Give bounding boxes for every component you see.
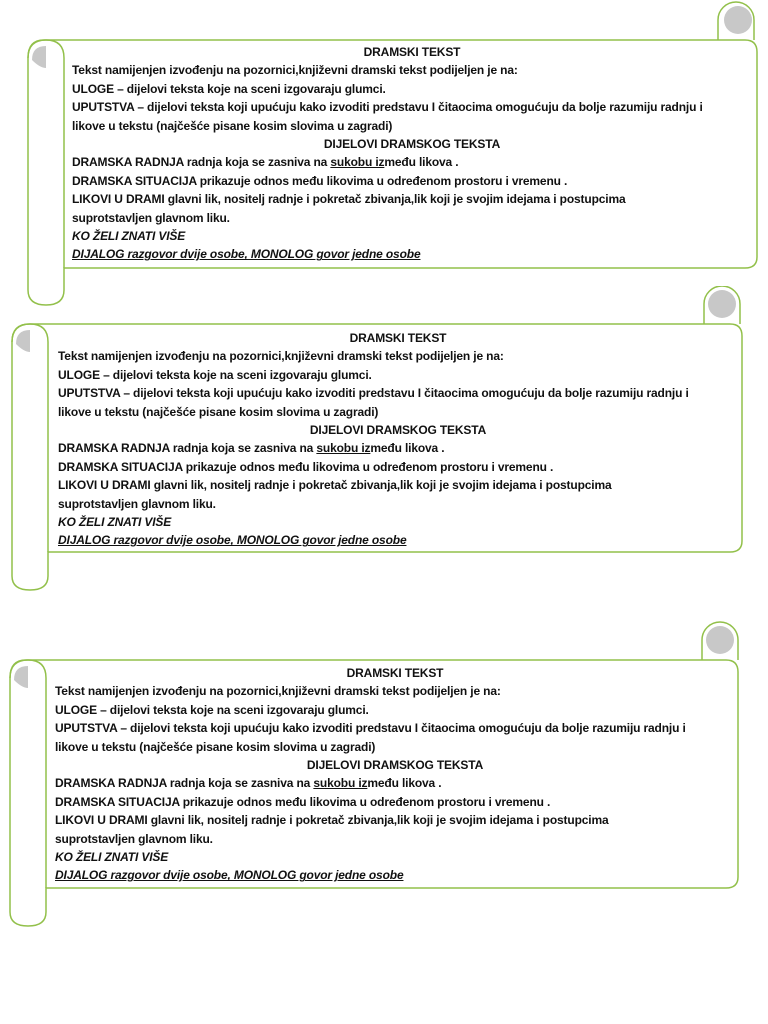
uputstva-line-2: likove u tekstu (najčešće pisane kosim slovima u zagradi) (58, 404, 379, 419)
likovi-line-1: LIKOVI U DRAMI glavni lik, nositelj radnje i pokretač zbivanja,lik koji je svojim idejama i postupcima (55, 813, 609, 828)
likovi-line-2: suprotstavljen glavnom liku. (55, 831, 213, 846)
radnja-line: DRAMSKA RADNJA radnja koja se zasniva na sukobu između likova . (58, 441, 445, 456)
radnja-line: DRAMSKA RADNJA radnja koja se zasniva na sukobu između likova . (55, 776, 442, 791)
subtitle: DIJELOVI DRAMSKOG TEKSTA (323, 137, 501, 152)
uputstva-line-1: UPUTSTVA – dijelovi teksta koji upućuju kako izvoditi predstavu I čitaocima omogućuju da bolje razumiju radnju i (72, 100, 703, 115)
uputstva-line-2: likove u tekstu (najčešće pisane kosim slovima u zagradi) (55, 739, 376, 754)
title: DRAMSKI TEKST (363, 45, 461, 59)
question-line: KO ŽELI ZNATI VIŠE (72, 229, 186, 244)
uputstva-line-1: UPUTSTVA – dijelovi teksta koji upućuju kako izvoditi predstavu I čitaocima omogućuju da bolje razumiju radnju i (58, 386, 689, 401)
subtitle: DIJELOVI DRAMSKOG TEKSTA (309, 423, 487, 438)
subtitle: DIJELOVI DRAMSKOG TEKSTA (306, 758, 484, 773)
sukobu-underlined: sukobu iz (330, 155, 385, 170)
scroll-card-2 (0, 286, 768, 596)
dijalog-line: DIJALOG razgovor dvije osobe, MONOLOG govor jedne osobe (55, 868, 404, 883)
question-line: KO ŽELI ZNATI VIŠE (58, 515, 172, 530)
likovi-line-2: suprotstavljen glavnom liku. (58, 496, 216, 511)
scroll-text (58, 329, 738, 550)
title: DRAMSKI TEKST (346, 666, 444, 680)
situacija-line: DRAMSKA SITUACIJA prikazuje odnos među likovima u određenom prostoru i vremenu . (58, 459, 554, 474)
likovi-line-1: LIKOVI U DRAMI glavni lik, nositelj radnje i pokretač zbivanja,lik koji je svojim idejama i postupcima (72, 192, 626, 207)
curl-icon (724, 6, 752, 34)
curl-icon (706, 626, 734, 654)
uputstva-line-2: likove u tekstu (najčešće pisane kosim slovima u zagradi) (72, 118, 393, 133)
curl-icon (708, 290, 736, 318)
scroll-card-3 (0, 620, 768, 940)
likovi-line-2: suprotstavljen glavnom liku. (72, 210, 230, 225)
scroll-card-1 (0, 0, 768, 310)
intro-line: Tekst namijenjen izvođenju na pozornici,književni dramski tekst podijeljen je na: (55, 684, 501, 699)
radnja-line: DRAMSKA RADNJA radnja koja se zasniva na sukobu između likova . (72, 155, 459, 170)
situacija-line: DRAMSKA SITUACIJA prikazuje odnos među likovima u određenom prostoru i vremenu . (55, 794, 551, 809)
uloge-line: ULOGE – dijelovi teksta koje na sceni izgovaraju glumci. (72, 81, 386, 96)
uloge-line: ULOGE – dijelovi teksta koje na sceni izgovaraju glumci. (55, 702, 369, 717)
intro-line: Tekst namijenjen izvođenju na pozornici,književni dramski tekst podijeljen je na: (58, 349, 504, 364)
scroll-text (55, 664, 735, 885)
situacija-line: DRAMSKA SITUACIJA prikazuje odnos među likovima u određenom prostoru i vremenu . (72, 173, 568, 188)
scroll-text (72, 43, 752, 264)
sukobu-underlined: sukobu iz (316, 441, 371, 456)
question-line: KO ŽELI ZNATI VIŠE (55, 850, 169, 865)
sukobu-underlined: sukobu iz (313, 776, 368, 791)
uputstva-line-1: UPUTSTVA – dijelovi teksta koji upućuju kako izvoditi predstavu I čitaocima omogućuju da bolje razumiju radnju i (55, 721, 686, 736)
dijalog-line: DIJALOG razgovor dvije osobe, MONOLOG govor jedne osobe (72, 247, 421, 262)
likovi-line-1: LIKOVI U DRAMI glavni lik, nositelj radnje i pokretač zbivanja,lik koji je svojim idejama i postupcima (58, 478, 612, 493)
dijalog-line: DIJALOG razgovor dvije osobe, MONOLOG govor jedne osobe (58, 533, 407, 548)
title: DRAMSKI TEKST (349, 331, 447, 345)
uloge-line: ULOGE – dijelovi teksta koje na sceni izgovaraju glumci. (58, 367, 372, 382)
intro-line: Tekst namijenjen izvođenju na pozornici,književni dramski tekst podijeljen je na: (72, 63, 518, 78)
